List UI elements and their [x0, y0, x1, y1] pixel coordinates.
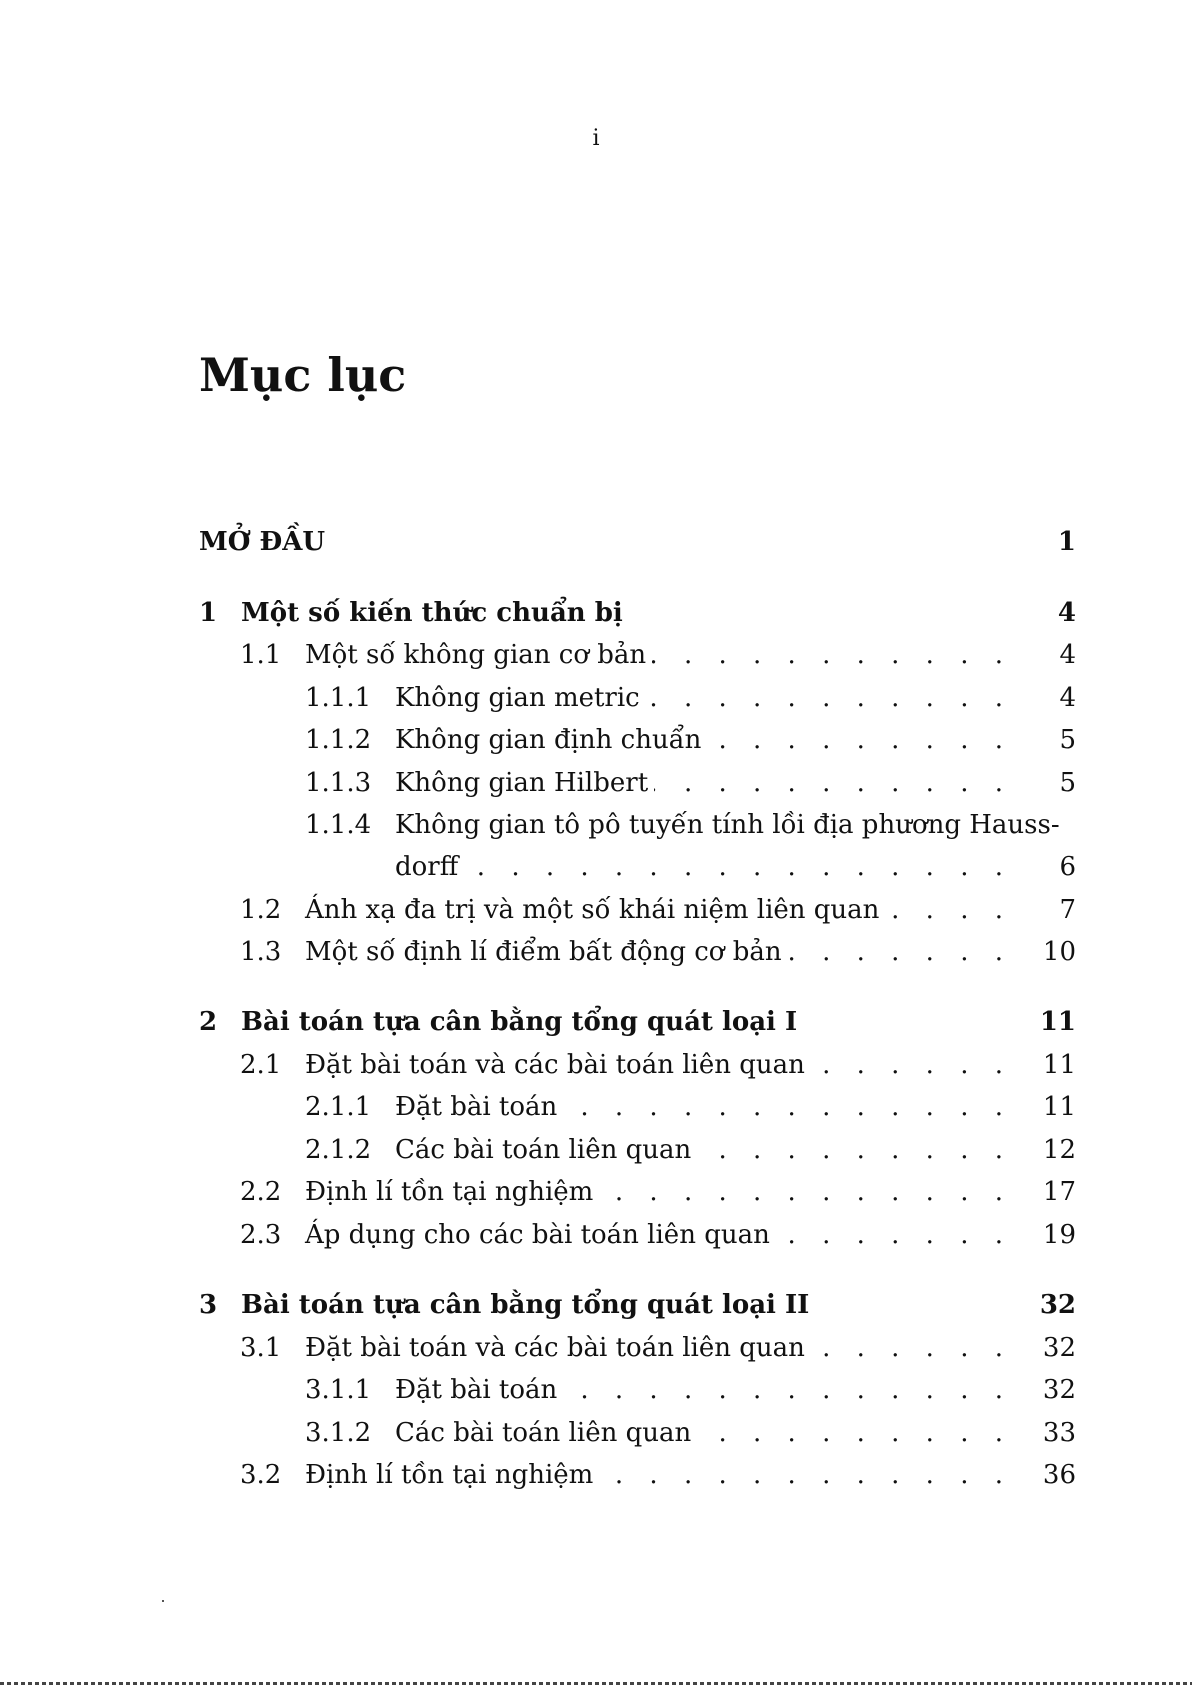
toc-entry-number: 3 [199, 1290, 218, 1320]
toc-entry-intro[interactable] [199, 527, 1076, 561]
toc-entry-number: 3.1.2 [305, 1418, 372, 1448]
toc-entry-title: Một số không gian cơ bản [305, 640, 647, 670]
toc-entry-title: Bài toán tựa cân bằng tổng quát loại II [241, 1290, 810, 1320]
toc-entry-page: 32 [1042, 1333, 1076, 1363]
toc-dot-leader [885, 895, 1012, 925]
toc-entry-page: 10 [1042, 937, 1076, 967]
toc-subsection-1-1-4[interactable] [305, 810, 1076, 844]
toc-entry-page: 33 [1042, 1418, 1076, 1448]
toc-subsection-1-1-3[interactable] [305, 768, 1076, 802]
toc-dot-leader [776, 1220, 1012, 1250]
toc-entry-title: Định lí tồn tại nghiệm [305, 1460, 594, 1490]
toc-entry-number: 2.2 [240, 1177, 282, 1207]
toc-section-3-2[interactable] [240, 1460, 1076, 1494]
toc-entry-title: Bài toán tựa cân bằng tổng quát loại I [241, 1007, 798, 1037]
toc-entry-page: 11 [1042, 1050, 1076, 1080]
toc-entry-page: 11 [1039, 1007, 1076, 1037]
toc-dot-leader [697, 1135, 1012, 1165]
toc-dot-leader [811, 1050, 1012, 1080]
toc-entry-number: 1.1.3 [305, 768, 372, 798]
toc-section-3-1[interactable] [240, 1333, 1076, 1367]
toc-entry-title: Không gian Hilbert [395, 768, 649, 798]
toc-entry-page: 1 [1057, 527, 1076, 557]
toc-entry-title-continued: dorff [395, 852, 459, 882]
toc-entry-title: Các bài toán liên quan [395, 1135, 692, 1165]
toc-entry-title: Đặt bài toán [395, 1375, 558, 1405]
toc-section-1-1[interactable] [240, 640, 1076, 674]
toc-entry-page: 32 [1039, 1290, 1076, 1320]
toc-dot-leader [707, 725, 1012, 755]
toc-entry-title: Các bài toán liên quan [395, 1418, 692, 1448]
toc-entry-number: 2.1.1 [305, 1092, 372, 1122]
toc-dot-leader [563, 1375, 1012, 1405]
toc-entry-title: Không gian định chuẩn [395, 725, 702, 755]
toc-dot-leader [788, 937, 1012, 967]
toc-entry-number: 2.1 [240, 1050, 282, 1080]
toc-entry-number: 1.1.1 [305, 683, 372, 713]
toc-entry-number: 3.1 [240, 1333, 282, 1363]
toc-chapter-1[interactable] [199, 598, 1076, 632]
toc-entry-page: 5 [1059, 768, 1076, 798]
toc-dot-leader [464, 852, 1012, 882]
page-title: Mục lục [199, 348, 407, 402]
toc-subsection-2-1-2[interactable] [305, 1135, 1076, 1169]
toc-entry-page: 6 [1059, 852, 1076, 882]
toc-subsection-2-1-1[interactable] [305, 1092, 1076, 1126]
toc-entry-number: 1.1 [240, 640, 282, 670]
page-number: i [592, 126, 600, 151]
toc-entry-number: 2.3 [240, 1220, 282, 1250]
stray-mark [162, 1600, 164, 1602]
toc-dot-leader [654, 768, 1012, 798]
toc-entry-number: 1.1.2 [305, 725, 372, 755]
toc-entry-title: Không gian metric [395, 683, 640, 713]
toc-chapter-2[interactable] [199, 1007, 1076, 1041]
toc-entry-title: Một số kiến thức chuẩn bị [241, 598, 623, 628]
toc-entry-title: Đặt bài toán và các bài toán liên quan [305, 1050, 805, 1080]
toc-subsection-1-1-4-continued[interactable] [395, 852, 1076, 886]
toc-dot-leader [646, 683, 1012, 713]
toc-entry-page: 11 [1042, 1092, 1076, 1122]
toc-entry-number: 3.2 [240, 1460, 282, 1490]
toc-dot-leader [811, 1333, 1012, 1363]
toc-entry-page: 17 [1042, 1177, 1076, 1207]
toc-entry-page: 36 [1042, 1460, 1076, 1490]
toc-entry-number: 1.2 [240, 895, 282, 925]
toc-entry-number: 3.1.1 [305, 1375, 372, 1405]
toc-section-2-2[interactable] [240, 1177, 1076, 1211]
toc-entry-page: 4 [1059, 640, 1076, 670]
toc-entry-page: 7 [1059, 895, 1076, 925]
toc-dot-leader [599, 1460, 1012, 1490]
toc-subsection-1-1-2[interactable] [305, 725, 1076, 759]
toc-subsection-1-1-1[interactable] [305, 683, 1076, 717]
toc-entry-number: 1 [199, 598, 218, 628]
toc-dot-leader [599, 1177, 1012, 1207]
toc-entry-page: 4 [1057, 598, 1076, 628]
toc-section-1-3[interactable] [240, 937, 1076, 971]
toc-dot-leader [563, 1092, 1012, 1122]
toc-dot-leader [652, 640, 1012, 670]
toc-entry-page: 12 [1042, 1135, 1076, 1165]
toc-entry-number: 2 [199, 1007, 218, 1037]
toc-entry-title: MỞ ĐẦU [199, 527, 326, 557]
toc-entry-page: 19 [1042, 1220, 1076, 1250]
toc-subsection-3-1-1[interactable] [305, 1375, 1076, 1409]
toc-entry-number: 1.3 [240, 937, 282, 967]
toc-subsection-3-1-2[interactable] [305, 1418, 1076, 1452]
toc-entry-title: Đặt bài toán và các bài toán liên quan [305, 1333, 805, 1363]
toc-entry-title: Một số định lí điểm bất động cơ bản [305, 937, 782, 967]
toc-section-2-3[interactable] [240, 1220, 1076, 1254]
toc-entry-title: Ánh xạ đa trị và một số khái niệm liên quan [305, 895, 880, 925]
toc-entry-title: Định lí tồn tại nghiệm [305, 1177, 594, 1207]
toc-section-1-2[interactable] [240, 895, 1076, 929]
toc-entry-page: 5 [1059, 725, 1076, 755]
toc-entry-page: 32 [1042, 1375, 1076, 1405]
toc-chapter-3[interactable] [199, 1290, 1076, 1324]
toc-entry-title: Không gian tô pô tuyến tính lồi địa phương Hauss- [395, 810, 1060, 840]
toc-entry-number: 1.1.4 [305, 810, 372, 840]
toc-entry-page: 4 [1059, 683, 1076, 713]
toc-section-2-1[interactable] [240, 1050, 1076, 1084]
toc-entry-title: Đặt bài toán [395, 1092, 558, 1122]
toc-entry-number: 2.1.2 [305, 1135, 372, 1165]
toc-entry-title: Áp dụng cho các bài toán liên quan [305, 1220, 770, 1250]
toc-dot-leader [697, 1418, 1012, 1448]
